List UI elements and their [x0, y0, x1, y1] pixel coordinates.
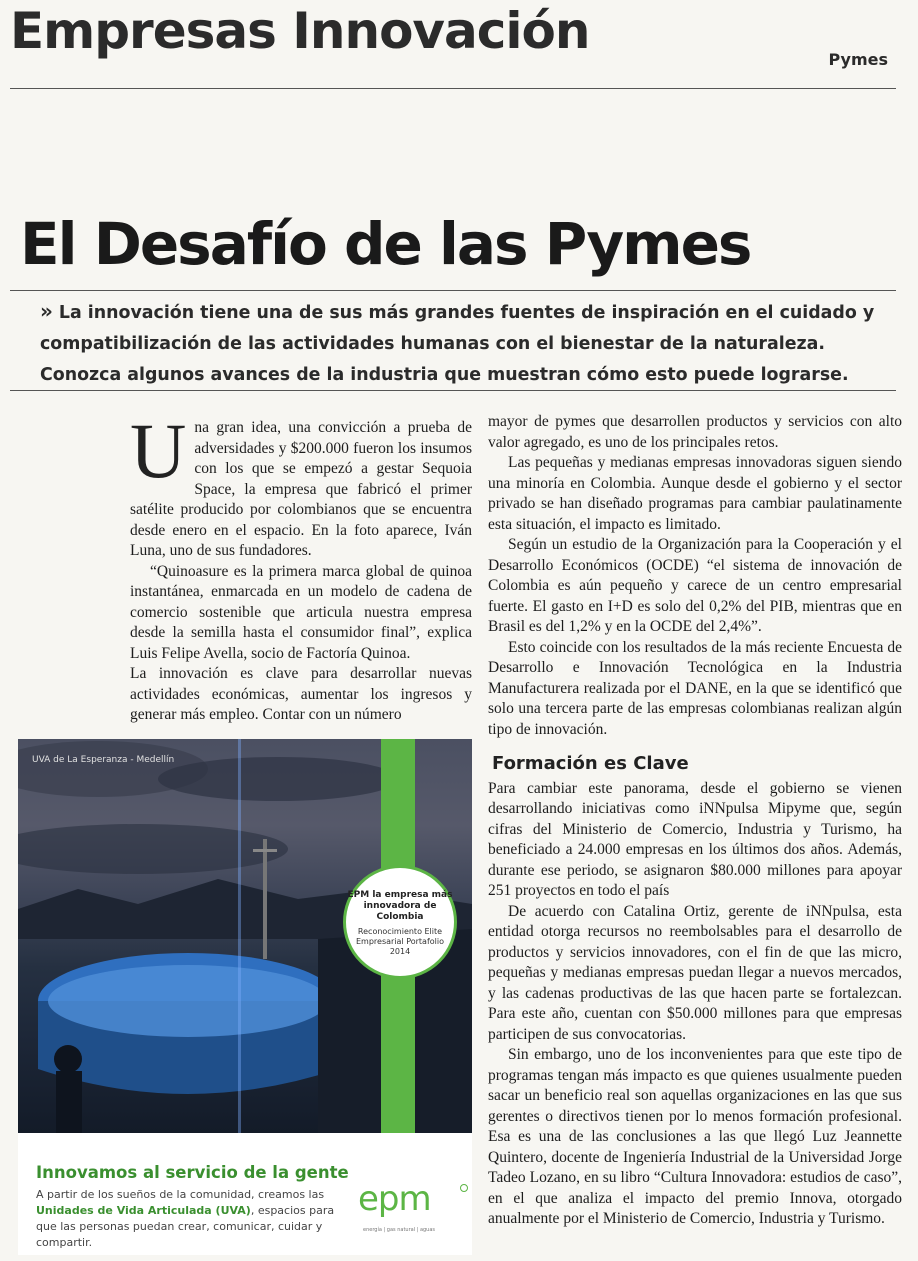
dropcap: U [130, 407, 187, 494]
badge-title: EPM la empresa más innovadora de Colombia [347, 890, 453, 922]
left-column [130, 407, 472, 726]
lede-bottom-divider [10, 390, 896, 391]
paragraph: mayor de pymes que desarrollen productos y servicios con alto valor agregado, es uno de los principales retos. [488, 413, 902, 451]
registered-mark-icon [460, 1184, 468, 1192]
section-label: Pymes [828, 50, 888, 69]
epm-logo: epm [358, 1179, 431, 1219]
page-section-title: Empresas Innovación [10, 2, 590, 60]
epm-tagline: energía | gas natural | aguas [363, 1227, 436, 1233]
ad-body [36, 1187, 354, 1251]
paragraph: Esto coincide con los resultados de la más reciente Encuesta de Desarrollo e Innovación Tecnológica en la Industria Manufacturera realizada por el DANE, en la que se identificó que solo una tercera parte de las empresas colombianas realizan algún tipo de innovación. [488, 638, 902, 738]
right-column [488, 412, 902, 1230]
ad-headline: Innovamos al servicio de la gente [36, 1163, 349, 1182]
lede-text: La innovación tiene una de sus más grandes fuentes de inspiración en el cuidado y compatibilización de las actividades humanas con el bienestar de la naturaleza. Conozca algunos avances de la industria que muestran cómo esto puede lograrse. [40, 303, 875, 385]
paragraph: Para cambiar este panorama, desde el gobierno se vienen desarrollando iniciativas como iNNpulsa Mipyme que, según cifras del Ministerio de Comercio, Industria y Turismo, ha beneficiado a 24.000 empresas en los últimos dos años. Además, durante ese periodo, se asignaron $80.000 millones para apoyar 251 proyectos en todo el país [488, 779, 902, 899]
article-headline: El Desafío de las Pymes [20, 210, 751, 278]
article-lede [40, 296, 892, 391]
paragraph: Según un estudio de la Organización para la Cooperación y el Desarrollo Económicos (OCDE) “el sistema de innovación de Colombia es aún pequeño y carece de un centro empresarial fuerte. El gasto en I+D es solo del 0,2% del PIB, mientras que en Brasil es del 1,2% y en la OCDE del 2,4%”. [488, 536, 902, 635]
lede-marker: » [40, 299, 53, 323]
header-divider [10, 88, 896, 89]
badge-subtitle: Reconocimiento Elite Empresarial Portafolio 2014 [355, 927, 445, 956]
ad-body-highlight: Unidades de Vida Articulada (UVA) [36, 1204, 251, 1217]
epm-advertisement [18, 739, 472, 1255]
ad-photo-caption: UVA de La Esperanza - Medellín [32, 755, 175, 765]
paragraph-text: na gran idea, una convicción a prueba de adversidades y $200.000 fueron los insumos con los que se empezó a gestar Sequoia Space, la empresa que fabricó el primer satélite producido por colombianos que se encuentra desde enero en el espacio. En la foto aparece, Iván Luna, uno de sus fundadores. [130, 419, 472, 559]
paragraph: De acuerdo con Catalina Ortiz, gerente de iNNpulsa, esta entidad otorga recursos no reembolsables para el desarrollo de productos y servicios innovadores, con el fin de que las micro, pequeñas y medianas empresas puedan llegar a nuevos mercados, y las cadenas productivas de las que hacen parte se fortalezcan. Para este año, cuentan con $50.000 millones para que empresas participen de sus convocatorias. [488, 902, 902, 1043]
section-subhead: Formación es Clave [492, 753, 689, 774]
ad-body-text: A partir de los sueños de la comunidad, creamos las [36, 1188, 325, 1201]
paragraph: La innovación es clave para desarrollar nuevas actividades económicas, aumentar los ingresos y generar más empleo. Contar con un número [130, 665, 472, 723]
paragraph: “Quinoasure es la primera marca global de quinoa instantánea, enmarcada en un modelo de cadena de comercio sostenible que articula nuestra empresa desde la semilla hasta el consumidor final”, explica Luis Felipe Avella, socio de Factoría Quinoa. [130, 562, 472, 662]
award-badge [343, 865, 457, 979]
ad-body-text: , espacios para que las personas puedan crear, comunicar, cuidar y compartir. [36, 1204, 335, 1249]
lede-top-divider [10, 290, 896, 291]
paragraph: Sin embargo, uno de los inconvenientes para que este tipo de programas tengan más impacto es que quienes usualmente pueden sacar un beneficio real son aquellas organizaciones en las que sus gerentes o directivos tienen por lo menos formación profesional. Esa es una de las conclusiones a las que llegó Luz Jeannette Quintero, docente de Ingeniería Industrial de la Universidad Jorge Tadeo Lozano, en su libro “Cultura Innovadora: estudios de caso”, en el que analiza el impacto del premio Innova, otorgado anualmente por el Ministerio de Comercio, Industria y Turismo. [488, 1046, 902, 1227]
paragraph [130, 407, 472, 562]
paragraph: Las pequeñas y medianas empresas innovadoras siguen siendo una minoría en Colombia. Aunque desde el gobierno y el sector privado se han diseñado programas para cambiar paulatinamente esta situación, el impacto es limitado. [488, 454, 902, 533]
